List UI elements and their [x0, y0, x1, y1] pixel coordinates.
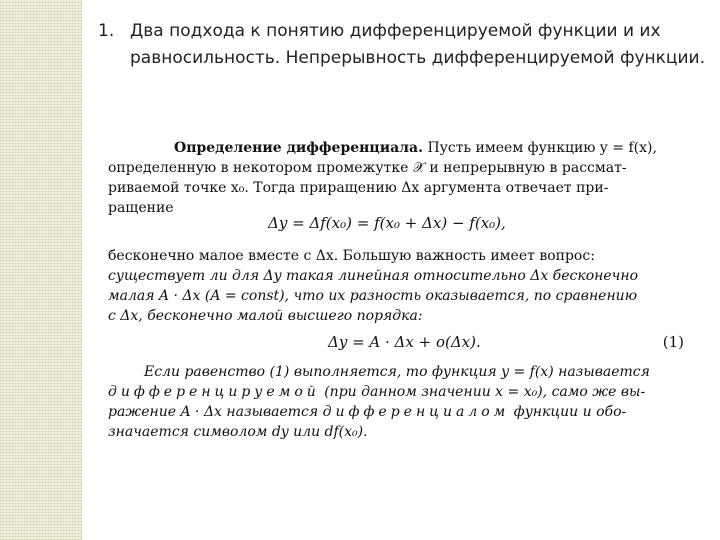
definition-line-4: ращение — [108, 200, 174, 216]
slide-heading — [98, 18, 705, 72]
paragraph-3-line-2-rest: (при данном значении x = x₀), само же вы- — [319, 384, 646, 400]
paragraph-3-line-2 — [108, 384, 645, 400]
paragraph-2-line-2: существует ли для Δy такая линейная относительно Δx бесконечно — [108, 268, 638, 284]
paragraph-3-line-4: значается символом dy или df(x₀). — [108, 424, 368, 440]
definition-heading: Определение дифференциала. — [174, 140, 423, 156]
heading-number: 1. — [98, 21, 115, 41]
paragraph-2-line-3: малая A · Δx (A = const), что их разность оказывается, по сравнению — [108, 288, 638, 304]
heading-line-1: Два подхода к понятию дифференцируемой функции и их — [130, 21, 661, 41]
linear-formula: Δy = A · Δx + o(Δx). — [328, 333, 481, 351]
term-differential: дифференциалом — [322, 404, 510, 420]
term-differentiable: дифференцируемой — [108, 384, 320, 400]
equation-number: (1) — [662, 333, 684, 351]
definition-line-2: определенную в некотором промежутке 𝒳 и непрерывную в рассмат- — [108, 160, 627, 176]
definition-line-1 — [174, 140, 657, 156]
increment-formula: Δy = Δf(x₀) = f(x₀ + Δx) − f(x₀), — [268, 214, 506, 232]
paragraph-3-line-1: Если равенство (1) выполняется, то функция y = f(x) называется — [144, 364, 650, 380]
heading-line-2: равносильность. Непрерывность дифференцируемой функции. — [130, 48, 705, 68]
paragraph-3-line-3 — [108, 404, 626, 420]
definition-line-1-rest: Пусть имеем функцию y = f(x), — [423, 140, 657, 156]
paragraph-3-line-3-a: ражение A · Δx называется — [108, 404, 323, 420]
decorative-side-stripe — [0, 0, 82, 540]
paragraph-3-line-3-b: функции и обо- — [509, 404, 627, 420]
paragraph-2-line-1: бесконечно малое вместе с Δx. Большую важность имеет вопрос: — [108, 248, 595, 264]
definition-line-3: риваемой точке x₀. Тогда приращению Δx аргумента отвечает при- — [108, 180, 609, 196]
paragraph-2-line-4: с Δx, бесконечно малой высшего порядка: — [108, 308, 423, 324]
